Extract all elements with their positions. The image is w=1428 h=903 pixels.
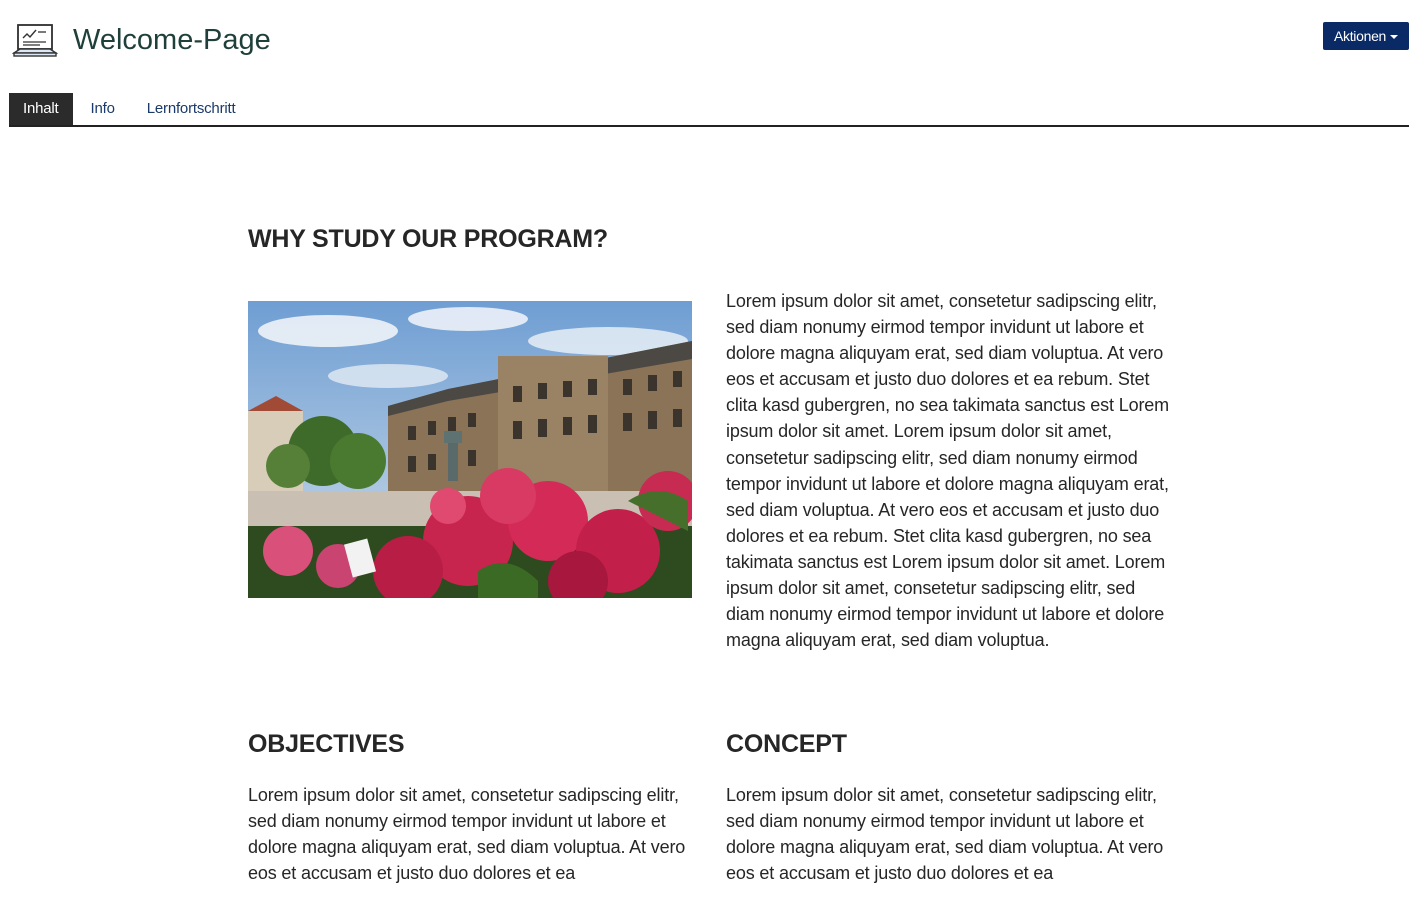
page-title: Welcome-Page <box>73 24 271 56</box>
section-heading-why-study: WHY STUDY OUR PROGRAM? <box>248 225 608 253</box>
concept-paragraph: Lorem ipsum dolor sit amet, consetetur sadipscing elitr, sed diam nonumy eirmod tempor invidunt ut labore et dolore magna aliquyam erat, sed diam voluptua. At vero eos et accusam et justo duo dolores et ea <box>726 785 1164 884</box>
tab-bar <box>9 93 1409 127</box>
actions-label: Aktionen <box>1333 28 1387 44</box>
tab-lernfortschritt[interactable]: Lernfortschritt <box>146 100 236 117</box>
presentation-laptop-icon <box>12 22 58 60</box>
campus-photo <box>248 301 692 598</box>
intro-paragraph: Lorem ipsum dolor sit amet, consetetur sadipscing elitr, sed diam nonumy eirmod tempor invidunt ut labore et dolore magna aliquyam erat, sed diam voluptua. At vero eos et accusam et justo duo dolores et ea rebum. Stet clita kasd gubergren, no sea takimata sanctus est Lorem ipsum dolor sit amet. Lorem ipsum dolor sit amet, consetetur sadipscing elitr, sed diam nonumy eirmod tempor invidunt ut labore et dolore magna aliquyam erat, sed diam voluptua. At vero eos et accusam et justo duo dolores et ea rebum. Stet clita kasd gubergren, no sea takimata sanctus est Lorem ipsum dolor sit amet. Lorem ipsum dolor sit amet, consetetur sadipscing elitr, sed diam nonumy eirmod tempor invidunt ut labore et dolore magna aliquyam erat, sed diam voluptua. <box>726 291 1169 651</box>
tab-inhalt[interactable]: Inhalt <box>9 93 73 125</box>
page-header <box>0 0 1428 80</box>
tab-info[interactable]: Info <box>90 100 115 117</box>
caret-down-icon <box>1390 35 1398 39</box>
objectives-paragraph: Lorem ipsum dolor sit amet, consetetur sadipscing elitr, sed diam nonumy eirmod tempor invidunt ut labore et dolore magna aliquyam erat, sed diam voluptua. At vero eos et accusam et justo duo dolores et ea <box>248 785 686 884</box>
actions-dropdown-button[interactable] <box>1323 22 1409 50</box>
section-heading-objectives: OBJECTIVES <box>248 730 405 758</box>
section-heading-concept: CONCEPT <box>726 730 847 758</box>
